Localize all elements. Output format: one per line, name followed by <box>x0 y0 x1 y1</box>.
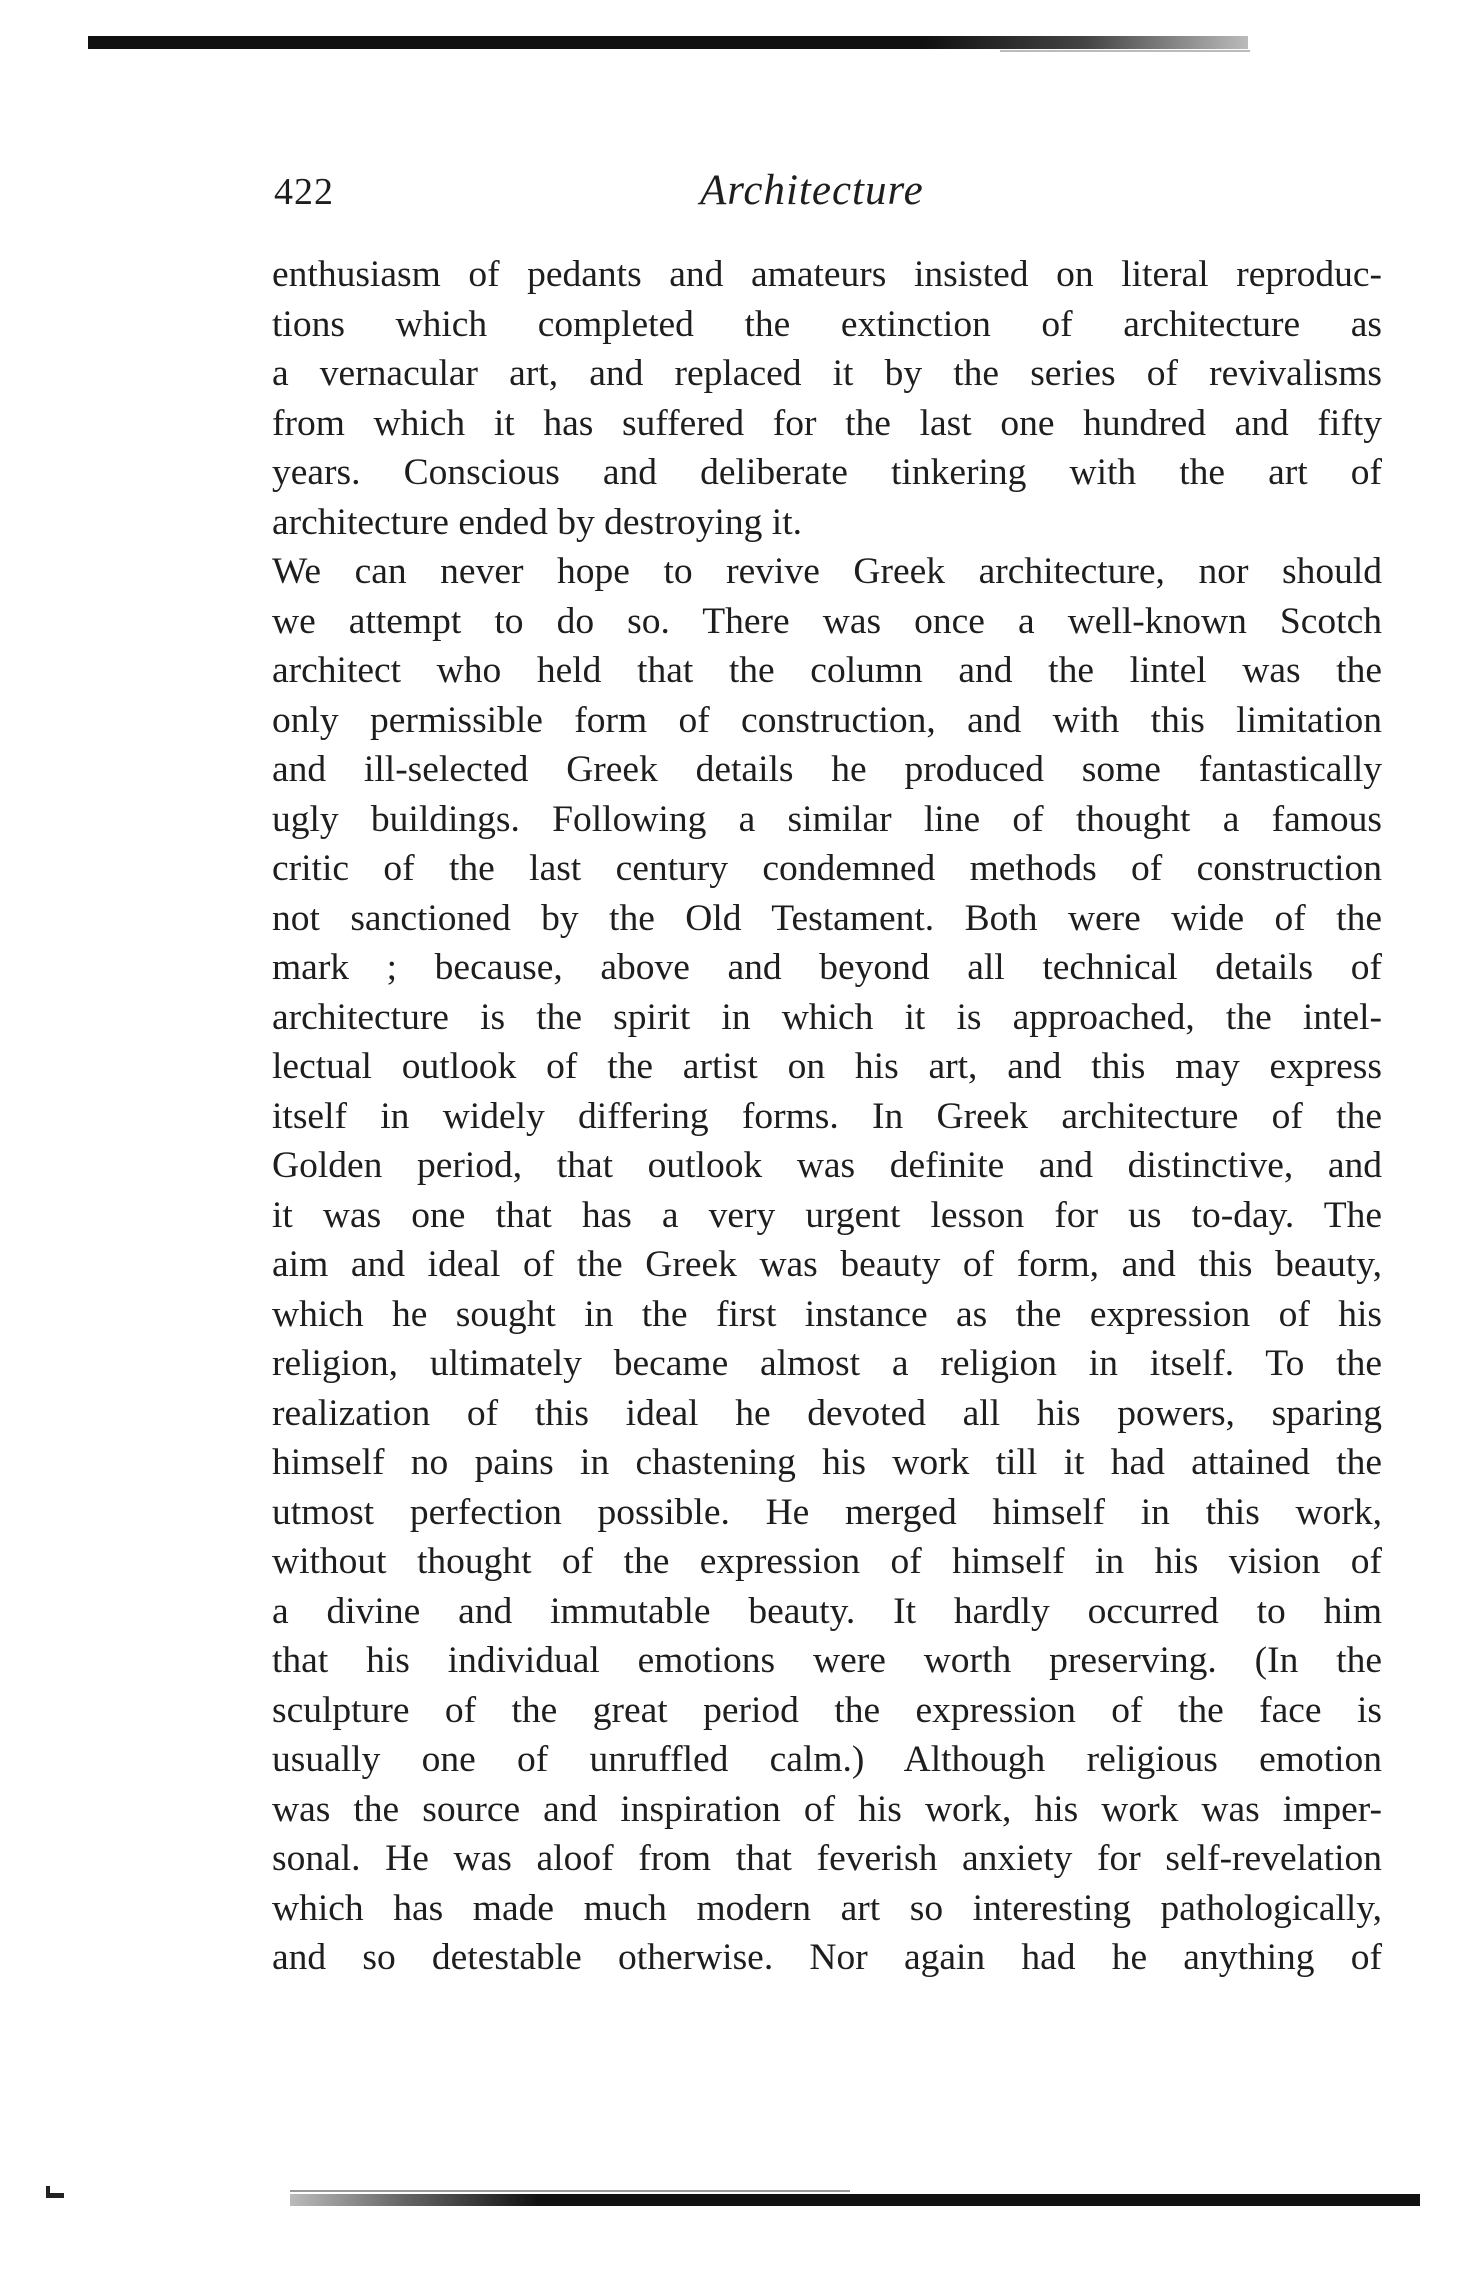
text-line: architect who held that the column and the lintel was the <box>272 650 1382 691</box>
text-line: himself no pains in chastening his work till it had attained the <box>272 1442 1382 1483</box>
text-line: from which it has suffered for the last one hundred and fifty <box>272 402 1382 444</box>
text-line: religion, ultimately became almost a religion in itself. To the <box>272 1343 1382 1384</box>
text-line: architecture is the spirit in which it is approached, the intel- <box>272 996 1382 1038</box>
text-line: itself in widely differing forms. In Greek architecture of the <box>272 1095 1382 1137</box>
text-line: it was one that has a very urgent lesson for us to-day. The <box>272 1194 1382 1236</box>
page-number: 422 <box>274 171 334 213</box>
text-line: lectual outlook of the artist on his art, and this may express <box>272 1046 1382 1087</box>
top-rule-thin <box>1000 50 1250 52</box>
running-head: Architecture <box>700 167 924 214</box>
text-line: We can never hope to revive Greek architecture, nor should <box>272 551 1382 592</box>
text-line: sonal. He was aloof from that feverish anxiety for self-revelation <box>272 1838 1382 1879</box>
text-line: aim and ideal of the Greek was beauty of form, and this beauty, <box>272 1244 1382 1285</box>
text-body <box>272 250 1382 1983</box>
text-line: utmost perfection possible. He merged himself in this work, <box>272 1491 1382 1533</box>
corner-mark <box>46 2186 64 2198</box>
text-line: mark ; because, above and beyond all technical details of <box>272 947 1382 988</box>
text-line: which he sought in the first instance as the expression of his <box>272 1293 1382 1335</box>
text-line: and so detestable otherwise. Nor again had he anything of <box>272 1937 1382 1978</box>
bottom-rule <box>290 2194 1420 2206</box>
text-line: sculpture of the great period the expression of the face is <box>272 1689 1382 1731</box>
text-line: tions which completed the extinction of architecture as <box>272 303 1382 345</box>
text-line: Golden period, that outlook was definite and distinctive, and <box>272 1145 1382 1186</box>
text-line: enthusiasm of pedants and amateurs insisted on literal reproduc- <box>272 254 1382 295</box>
text-line: usually one of unruffled calm.) Although religious emotion <box>272 1739 1382 1780</box>
text-line: was the source and inspiration of his work, his work was imper- <box>272 1788 1382 1830</box>
text-line: only permissible form of construction, and with this limitation <box>272 699 1382 741</box>
text-line: realization of this ideal he devoted all his powers, sparing <box>272 1392 1382 1434</box>
top-rule <box>88 36 1248 49</box>
text-line: years. Conscious and deliberate tinkering with the art of <box>272 452 1382 493</box>
text-line: which has made much modern art so interesting pathologically, <box>272 1887 1382 1929</box>
text-line: without thought of the expression of himself in his vision of <box>272 1541 1382 1582</box>
text-line: a vernacular art, and replaced it by the series of revivalisms <box>272 353 1382 394</box>
text-line: that his individual emotions were worth preserving. (In the <box>272 1640 1382 1681</box>
bottom-rule-thin <box>290 2190 850 2192</box>
text-line: critic of the last century condemned methods of construction <box>272 848 1382 889</box>
text-line: not sanctioned by the Old Testament. Both were wide of the <box>272 897 1382 939</box>
text-line: we attempt to do so. There was once a well-known Scotch <box>272 600 1382 642</box>
text-line: a divine and immutable beauty. It hardly occurred to him <box>272 1590 1382 1632</box>
paragraph-1 <box>272 250 1382 547</box>
paragraph-2 <box>272 547 1382 1983</box>
text-line: architecture ended by destroying it. <box>272 501 803 543</box>
text-line: ugly buildings. Following a similar line of thought a famous <box>272 798 1382 840</box>
text-line: and ill-selected Greek details he produced some fantastically <box>272 749 1382 790</box>
